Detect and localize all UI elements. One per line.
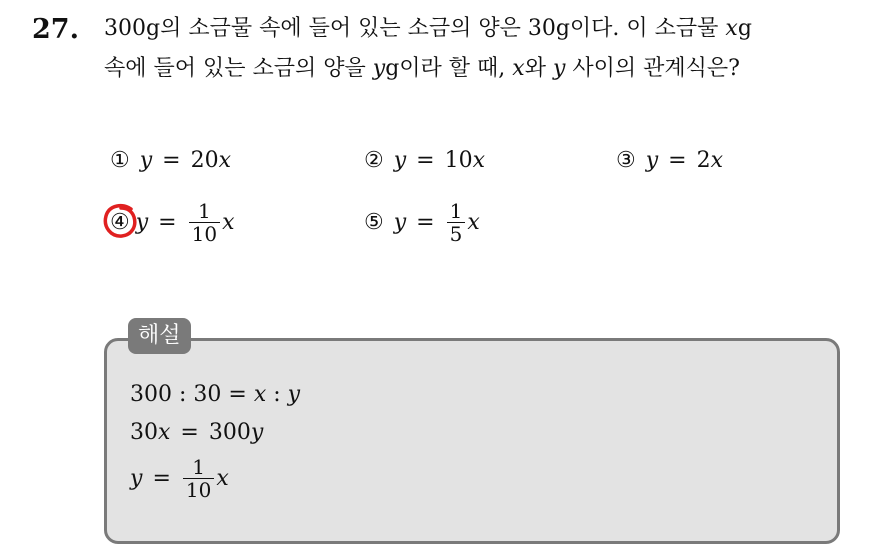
solution-line-2 xyxy=(130,420,263,445)
var-y: y xyxy=(135,209,149,235)
solution-line-3 xyxy=(130,456,229,501)
choice-number: ② xyxy=(364,147,384,173)
text-segment: 이다. 이 소금물 xyxy=(569,16,719,41)
choice-number: ⑤ xyxy=(364,209,384,235)
var-x: x xyxy=(216,466,229,491)
var-y: y xyxy=(552,56,566,81)
text-segment: 와 xyxy=(524,56,546,81)
text-segment: g xyxy=(385,56,400,81)
var-x: x xyxy=(710,147,724,173)
solution-line-1 xyxy=(130,382,300,407)
var-y: y xyxy=(130,466,143,491)
numerator: 1 xyxy=(449,198,463,223)
numerator: 1 xyxy=(192,455,205,479)
var-y: y xyxy=(393,147,407,173)
choice-number: ④ xyxy=(110,209,130,235)
choice-number: ③ xyxy=(616,147,636,173)
text-segment: 이라 할 때, xyxy=(399,56,506,81)
denominator: 10 xyxy=(191,221,218,246)
choice-4[interactable] xyxy=(110,198,234,246)
var-y: y xyxy=(250,420,264,445)
var-y: y xyxy=(372,56,386,81)
choice-1[interactable] xyxy=(110,140,231,180)
red-circle-mark-icon xyxy=(101,201,141,241)
coefficient: 30 xyxy=(130,420,158,445)
choice-5[interactable] xyxy=(364,198,480,246)
choice-number-wrap xyxy=(110,210,130,235)
question-text-line2 xyxy=(104,54,740,84)
var-x: x xyxy=(512,56,525,81)
text-segment: 사이의 관계식은? xyxy=(572,56,740,81)
coefficient: 20 xyxy=(190,147,219,173)
var-x: x xyxy=(467,209,480,235)
text-segment: g xyxy=(737,16,752,41)
var-x: x xyxy=(725,16,738,41)
text-segment: 300 : 30 = xyxy=(130,382,247,407)
solution-tag: 해설 xyxy=(128,318,191,354)
var-y: y xyxy=(287,382,301,407)
equals-sign: = xyxy=(162,147,181,173)
equals-sign: = xyxy=(416,147,435,173)
text-segment: 의 소금물 속에 들어 있는 소금의 양은 xyxy=(160,16,521,41)
fraction xyxy=(189,200,220,245)
choice-3[interactable] xyxy=(616,140,723,180)
choice-number: ① xyxy=(110,147,130,173)
coefficient: 2 xyxy=(696,147,711,173)
question-number: 27. xyxy=(32,14,79,45)
colon: : xyxy=(273,382,281,407)
numerator: 1 xyxy=(197,198,211,223)
var-y: y xyxy=(645,147,659,173)
var-x: x xyxy=(218,147,232,173)
equals-sign: = xyxy=(668,147,687,173)
var-x: x xyxy=(472,147,486,173)
equals-sign: = xyxy=(158,209,177,235)
fraction xyxy=(183,456,214,501)
text-segment: 속에 들어 있는 소금의 양을 xyxy=(104,56,366,81)
var-x: x xyxy=(158,420,171,445)
coefficient: 10 xyxy=(444,147,473,173)
var-y: y xyxy=(139,147,153,173)
text-segment: 300g xyxy=(104,16,161,41)
var-x: x xyxy=(222,209,235,235)
equals-sign: = xyxy=(152,466,171,491)
denominator: 10 xyxy=(185,478,212,502)
text-segment: 30g xyxy=(527,16,570,41)
denominator: 5 xyxy=(449,221,463,246)
choice-2[interactable] xyxy=(364,140,485,180)
var-x: x xyxy=(253,382,267,407)
question-text-line1 xyxy=(104,14,752,44)
coefficient: 300 xyxy=(208,420,251,445)
fraction xyxy=(447,200,466,245)
equals-sign: = xyxy=(180,420,199,445)
equals-sign: = xyxy=(416,209,435,235)
var-y: y xyxy=(393,209,407,235)
